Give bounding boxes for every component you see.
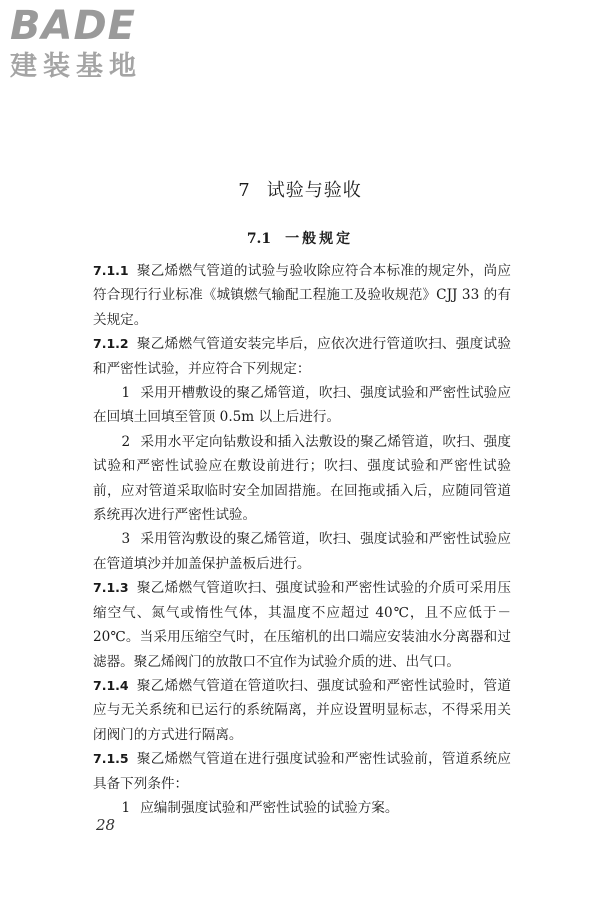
clause-text: 聚乙烯燃气管道在进行强度试验和严密性试验前，管道系统应具备下列条件： [93, 751, 511, 792]
watermark-logo [10, 4, 180, 84]
item-text: 采用管沟敷设的聚乙烯管道，吹扫、强度试验和严密性试验应在管道填沙并加盖保护盖板后进行。 [93, 531, 511, 572]
section-heading: 一般规定 [285, 231, 354, 247]
document-body [93, 259, 511, 820]
clause [93, 576, 511, 674]
clause-item [93, 430, 511, 528]
clause [93, 259, 511, 332]
watermark-brand: BADE [10, 3, 136, 49]
item-text: 采用水平定向钻敷设和插入法敷设的聚乙烯管道，吹扫、强度试验和严密性试验应在敷设前进行；吹扫、强度试验和严密性试验前，应对管道采取临时安全加固措施。在回拖或插入后，应随同管道系统再次进行严密性试验。 [93, 433, 511, 524]
clause-text: 聚乙烯燃气管道安装完毕后，应依次进行管道吹扫、强度试验和严密性试验，并应符合下列规定： [93, 336, 511, 377]
clause-number: 7.1.4 [93, 677, 129, 693]
item-number: 1 [121, 385, 131, 402]
item-number: 1 [121, 799, 131, 816]
item-text: 采用开槽敷设的聚乙烯管道，吹扫、强度试验和严密性试验应在回填土回填至管顶 0.5m 以上后进行。 [93, 385, 511, 426]
clause-number: 7.1.2 [93, 336, 129, 352]
chapter-number: 7 [238, 180, 251, 201]
item-number: 2 [121, 433, 131, 450]
section-title [0, 228, 600, 248]
clause-text: 聚乙烯燃气管道吹扫、强度试验和严密性试验的介质可采用压缩空气、氮气或惰性气体，其温度不应超过 40℃，且不应低于－20℃。当采用压缩空气时，在压缩机的出口端应安装油水分离器和过滤器。聚乙烯阀门的放散口不宜作为试验介质的进、出气口。 [93, 580, 511, 670]
clause [93, 747, 511, 796]
page-number: 28 [96, 816, 116, 834]
chapter-heading: 试验与验收 [266, 180, 362, 201]
chapter-title [0, 176, 600, 202]
clause-item [93, 381, 511, 430]
clause-text: 聚乙烯燃气管道的试验与验收除应符合本标准的规定外，尚应符合现行行业标准《城镇燃气输配工程施工及验收规范》CJJ 33 的有关规定。 [93, 263, 511, 328]
clause-number: 7.1.5 [93, 751, 129, 767]
clause-item [93, 527, 511, 576]
section-number: 7.1 [246, 231, 272, 247]
clause-text: 聚乙烯燃气管道在管道吹扫、强度试验和严密性试验时，管道应与无关系统和已运行的系统隔离，并应设置明显标志，不得采用关闭阀门的方式进行隔离。 [93, 677, 511, 743]
clause [93, 674, 511, 747]
clause-number: 7.1.1 [93, 263, 129, 278]
clause [93, 332, 511, 381]
clause-item [93, 796, 511, 820]
watermark-subtitle: 建装基地 [10, 51, 142, 82]
item-text: 应编制强度试验和严密性试验的试验方案。 [140, 799, 399, 816]
clause-number: 7.1.3 [93, 580, 129, 596]
item-number: 3 [121, 531, 131, 548]
